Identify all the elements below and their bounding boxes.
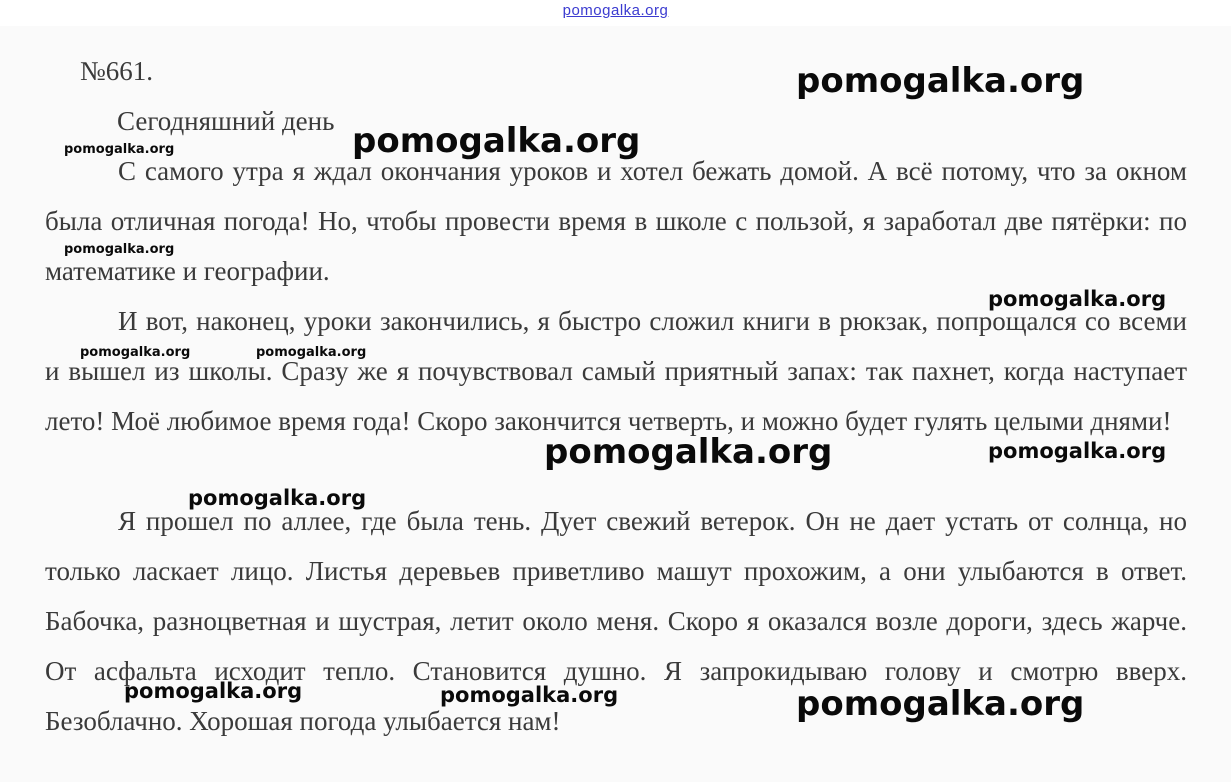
paragraph-3: Я прошел по аллее, где была тень. Дует свежий ветерок. Он не дает устать от солнца, но только ласкает лицо. Листья деревьев приветливо машут прохожим, а они улыбаются в ответ. Бабочка, разноцветная и шустрая, летит около меня. Скоро я оказался возле дороги, здесь жарче. От асфальта исходит тепло. Становится душно. Я запрокидываю голову и смотрю вверх. Безоблачно. Хорошая погода улыбается нам! xyxy=(45,506,1187,736)
watermark: pomogalka.org xyxy=(988,287,1167,311)
watermark: pomogalka.org xyxy=(256,345,367,360)
watermark: pomogalka.org xyxy=(188,486,367,510)
watermark: pomogalka.org xyxy=(796,684,1085,724)
watermark: pomogalka.org xyxy=(64,142,175,157)
watermark: pomogalka.org xyxy=(544,432,833,472)
watermark: pomogalka.org xyxy=(80,345,191,360)
document-page xyxy=(0,26,1231,782)
watermark: pomogalka.org xyxy=(988,439,1167,463)
watermark: pomogalka.org xyxy=(796,61,1085,101)
watermark: pomogalka.org xyxy=(352,121,641,161)
document-title: Сегодняшний день xyxy=(117,106,335,136)
paragraph-2: И вот, наконец, уроки закончились, я быстро сложил книги в рюкзак, попрощался со всеми и вышел из школы. Сразу же я почувствовал самый приятный запах: так пахнет, когда наступает лето! Моё любимое время года! Скоро закончится четверть, и можно будет гулять целыми днями! xyxy=(45,306,1187,436)
paragraph-1: С самого утра я ждал окончания уроков и хотел бежать домой. А всё потому, что за окном была отличная погода! Но, чтобы провести время в школе с пользой, я заработал две пятёрки: по математике и географии. xyxy=(45,156,1187,286)
site-link[interactable]: pomogalka.org xyxy=(562,2,669,19)
problem-number: №661. xyxy=(80,56,154,86)
watermark: pomogalka.org xyxy=(440,683,619,707)
watermark: pomogalka.org xyxy=(64,242,175,257)
watermark: pomogalka.org xyxy=(124,679,303,703)
